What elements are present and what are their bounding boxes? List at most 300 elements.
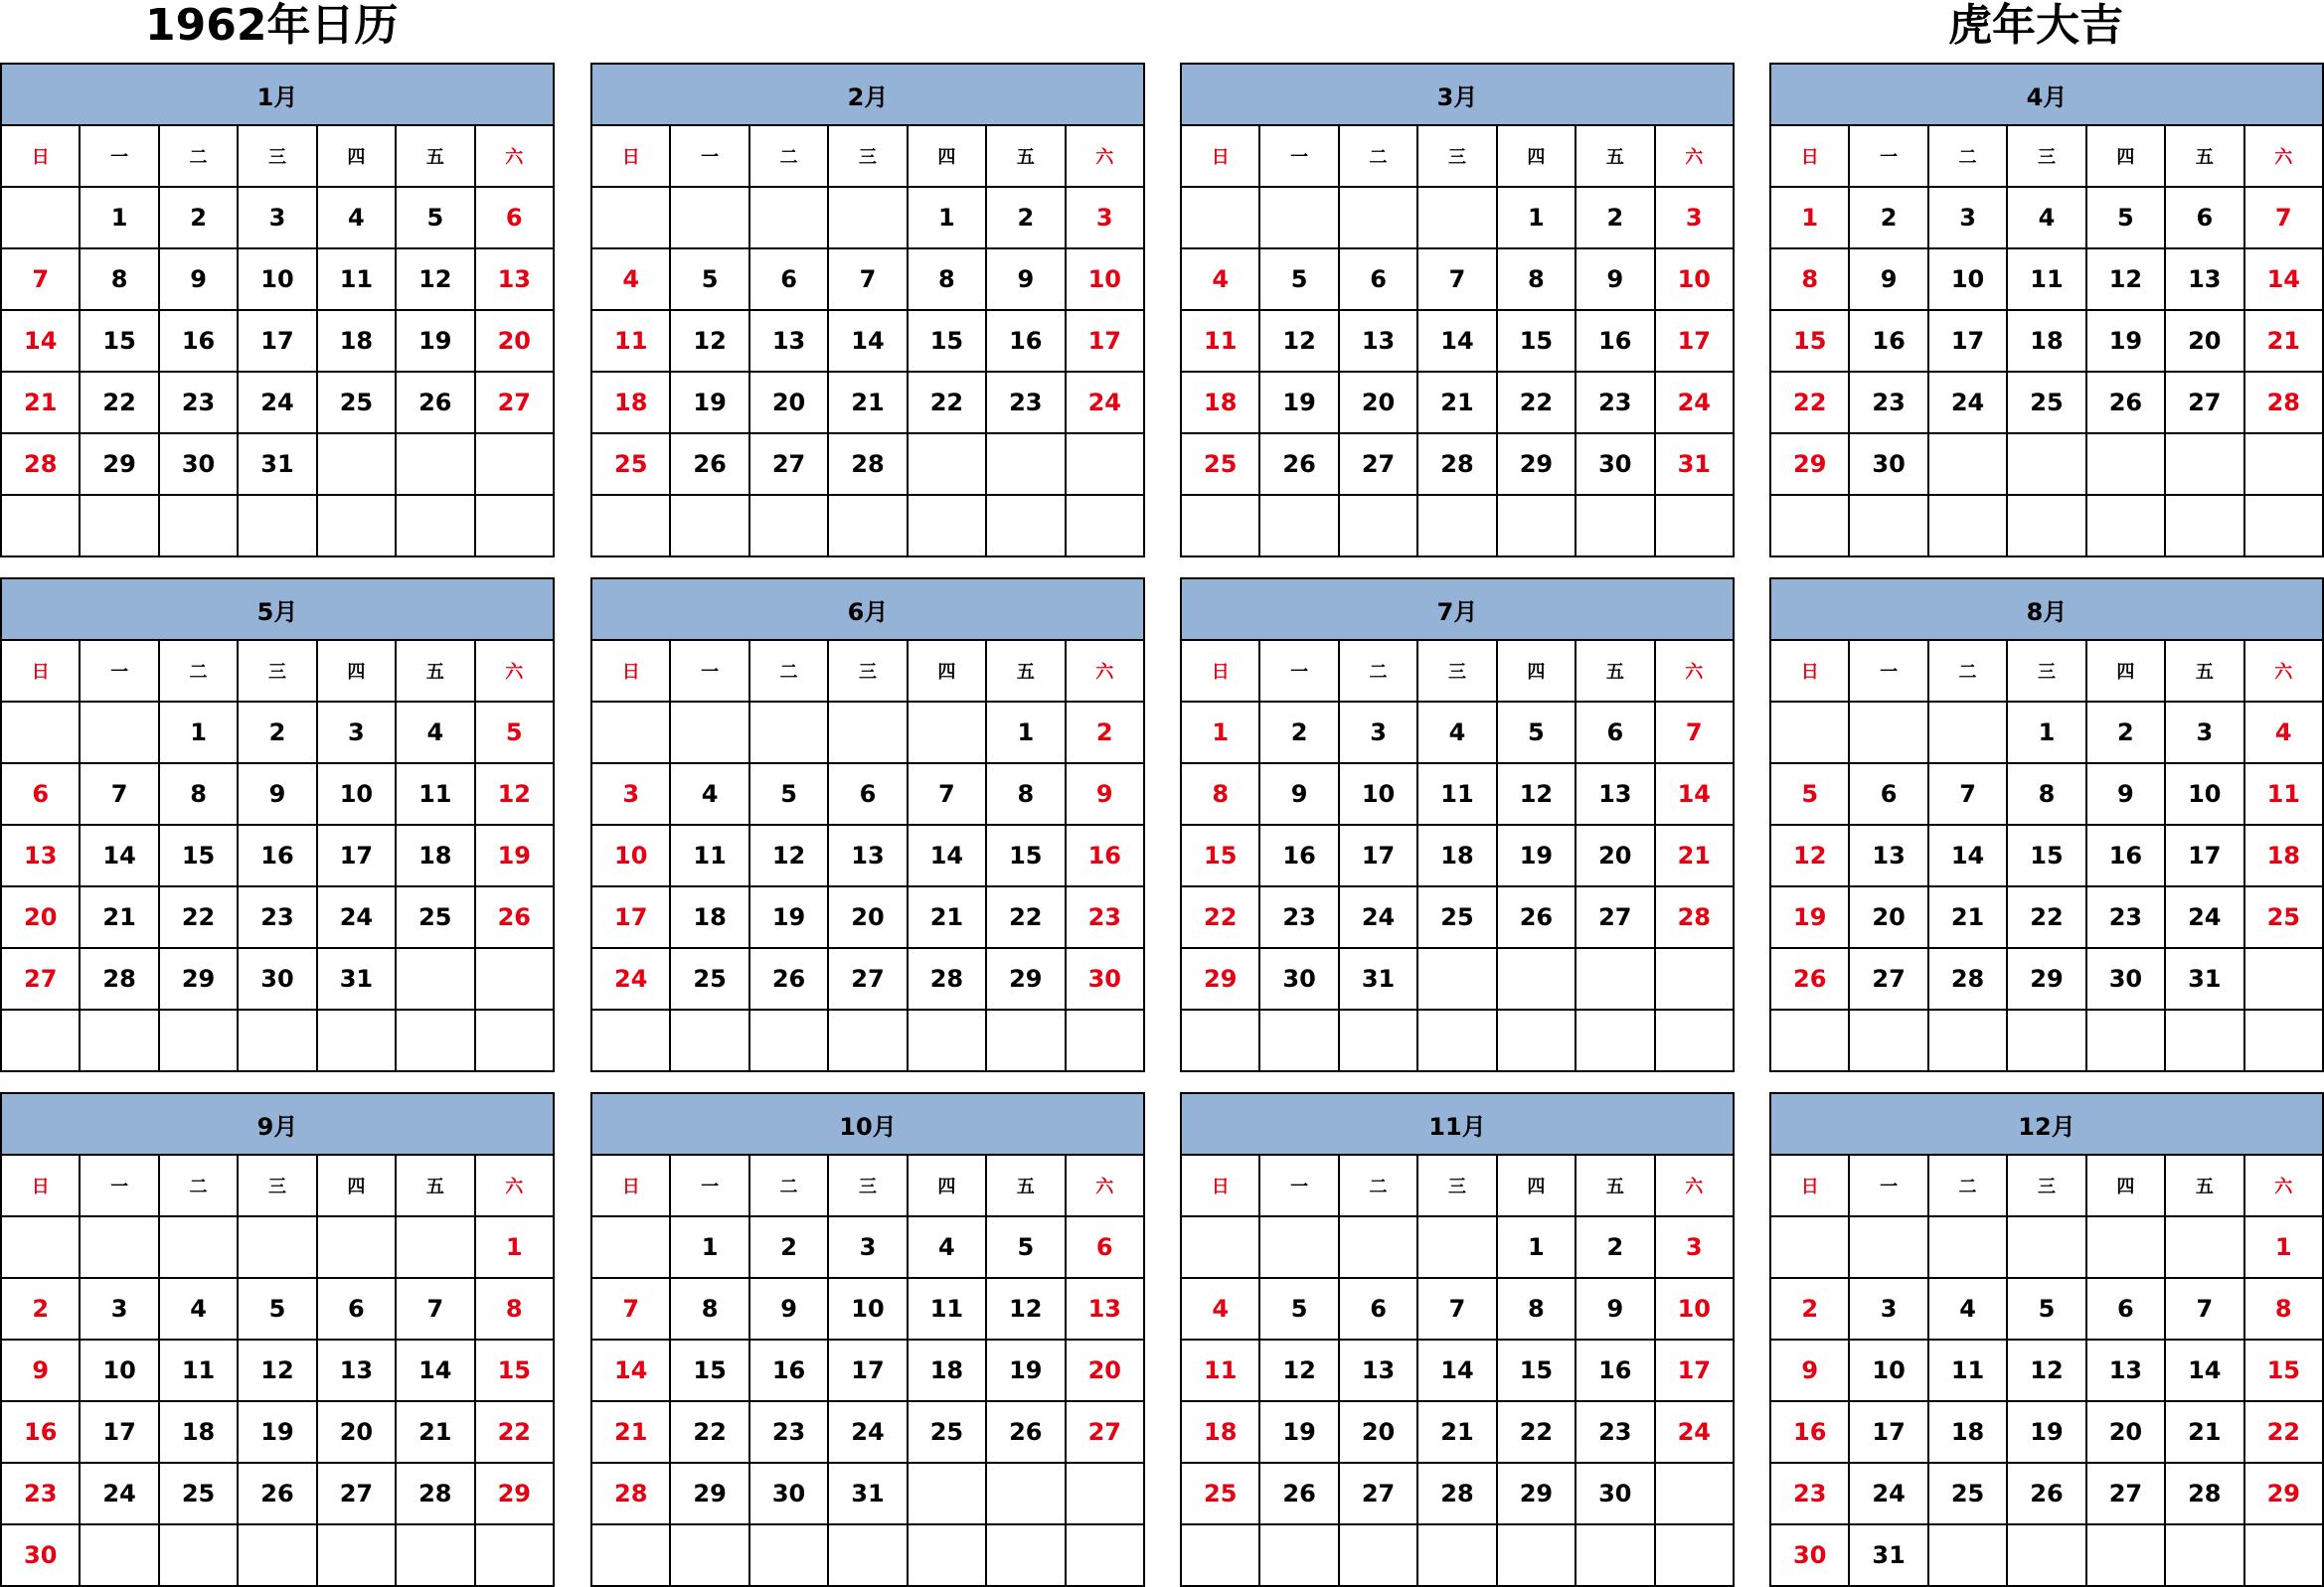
day-cell: 28: [1417, 1463, 1496, 1524]
day-cell: 12: [749, 825, 828, 886]
day-cell: 14: [396, 1340, 474, 1401]
day-cell: 3: [591, 763, 670, 825]
day-cell: 17: [238, 310, 316, 372]
week-row: [1770, 1216, 2323, 1278]
empty-day-cell: [396, 433, 474, 495]
week-row: [1181, 310, 1734, 372]
empty-day-cell: [80, 1524, 158, 1586]
weekday-label: 一: [80, 640, 158, 702]
empty-day-cell: [2007, 1524, 2085, 1586]
empty-day-cell: [1497, 495, 1576, 556]
day-cell: 21: [1, 372, 80, 433]
day-cell: 19: [670, 372, 748, 433]
empty-day-cell: [317, 1010, 396, 1071]
week-row: [1181, 1401, 1734, 1463]
empty-day-cell: [1576, 1010, 1654, 1071]
day-cell: 11: [670, 825, 748, 886]
day-cell: 30: [159, 433, 238, 495]
week-row: [591, 825, 1144, 886]
day-cell: 13: [1339, 310, 1417, 372]
day-cell: 3: [238, 187, 316, 248]
weekday-label: 一: [670, 125, 748, 187]
calendar-slogan: 虎年大吉: [1948, 0, 2123, 51]
day-cell: 9: [1, 1340, 80, 1401]
day-cell: 25: [591, 433, 670, 495]
week-row: [1, 1010, 554, 1071]
day-cell: 31: [1339, 948, 1417, 1010]
day-cell: 19: [396, 310, 474, 372]
day-cell: 2: [1066, 702, 1144, 763]
day-cell: 6: [828, 763, 907, 825]
empty-day-cell: [80, 1010, 158, 1071]
empty-day-cell: [1259, 187, 1338, 248]
day-cell: 18: [2007, 310, 2085, 372]
week-row: [591, 1216, 1144, 1278]
day-cell: 25: [2244, 886, 2323, 948]
day-cell: 2: [1770, 1278, 1849, 1340]
day-cell: 25: [908, 1401, 986, 1463]
empty-day-cell: [1849, 702, 1927, 763]
day-cell: 5: [2007, 1278, 2085, 1340]
empty-day-cell: [317, 1524, 396, 1586]
month-header: 8月: [1770, 578, 2323, 640]
day-cell: 29: [80, 433, 158, 495]
empty-day-cell: [2007, 495, 2085, 556]
day-cell: 13: [1576, 763, 1654, 825]
weekday-label: 五: [2165, 640, 2243, 702]
week-row: [591, 495, 1144, 556]
day-cell: 27: [2165, 372, 2243, 433]
day-cell: 29: [475, 1463, 554, 1524]
weekday-label: 二: [1339, 125, 1417, 187]
week-row: [591, 248, 1144, 310]
weekday-label: 一: [1259, 640, 1338, 702]
week-row: [1, 1340, 554, 1401]
day-cell: 5: [749, 763, 828, 825]
day-cell: 5: [1770, 763, 1849, 825]
day-cell: 16: [1849, 310, 1927, 372]
month-4: [1769, 63, 2324, 546]
empty-day-cell: [591, 495, 670, 556]
week-row: [591, 948, 1144, 1010]
day-cell: 29: [670, 1463, 748, 1524]
weekday-label: 六: [475, 640, 554, 702]
day-cell: 1: [1497, 187, 1576, 248]
empty-day-cell: [1576, 948, 1654, 1010]
day-cell: 18: [1417, 825, 1496, 886]
day-cell: 15: [670, 1340, 748, 1401]
empty-day-cell: [1066, 433, 1144, 495]
day-cell: 14: [591, 1340, 670, 1401]
weekday-label: 三: [238, 1155, 316, 1216]
day-cell: 13: [317, 1340, 396, 1401]
week-row: [1181, 1010, 1734, 1071]
empty-day-cell: [908, 1010, 986, 1071]
day-cell: 22: [986, 886, 1065, 948]
weekday-label: 二: [1928, 640, 2007, 702]
day-cell: 18: [670, 886, 748, 948]
empty-day-cell: [396, 1216, 474, 1278]
week-row: [1, 825, 554, 886]
empty-day-cell: [2165, 433, 2243, 495]
day-cell: 14: [80, 825, 158, 886]
week-row: [1181, 1278, 1734, 1340]
week-row: [1770, 763, 2323, 825]
weekday-label: 四: [1497, 125, 1576, 187]
day-cell: 25: [1181, 1463, 1259, 1524]
day-cell: 9: [1066, 763, 1144, 825]
day-cell: 31: [238, 433, 316, 495]
day-cell: 3: [2165, 702, 2243, 763]
week-row: [1, 248, 554, 310]
day-cell: 4: [1928, 1278, 2007, 1340]
empty-day-cell: [1066, 1010, 1144, 1071]
day-cell: 2: [986, 187, 1065, 248]
week-row: [1, 1463, 554, 1524]
weekday-label: 五: [396, 640, 474, 702]
day-cell: 7: [396, 1278, 474, 1340]
weekday-label: 二: [1928, 125, 2007, 187]
day-cell: 9: [238, 763, 316, 825]
weekday-label: 一: [1259, 1155, 1338, 1216]
day-cell: 10: [1066, 248, 1144, 310]
weekday-label: 六: [1655, 640, 1734, 702]
day-cell: 18: [396, 825, 474, 886]
day-cell: 27: [1339, 1463, 1417, 1524]
day-cell: 16: [238, 825, 316, 886]
day-cell: 26: [1259, 433, 1338, 495]
month-header: 12月: [1770, 1093, 2323, 1155]
week-row: [1, 1216, 554, 1278]
day-cell: 6: [1, 763, 80, 825]
day-cell: 28: [591, 1463, 670, 1524]
day-cell: 27: [1339, 433, 1417, 495]
day-cell: 6: [1339, 248, 1417, 310]
day-cell: 30: [1259, 948, 1338, 1010]
empty-day-cell: [238, 1524, 316, 1586]
empty-day-cell: [908, 1463, 986, 1524]
weekday-label: 二: [749, 640, 828, 702]
weekday-label: 三: [1417, 640, 1496, 702]
day-cell: 23: [1770, 1463, 1849, 1524]
day-cell: 29: [2244, 1463, 2323, 1524]
day-cell: 5: [670, 248, 748, 310]
week-row: [1770, 495, 2323, 556]
day-cell: 30: [1849, 433, 1927, 495]
day-cell: 17: [1928, 310, 2007, 372]
day-cell: 10: [1339, 763, 1417, 825]
day-cell: 9: [1576, 248, 1654, 310]
weekday-label: 五: [396, 1155, 474, 1216]
day-cell: 9: [159, 248, 238, 310]
weekday-label: 五: [2165, 125, 2243, 187]
day-cell: 29: [1497, 1463, 1576, 1524]
empty-day-cell: [2007, 1010, 2085, 1071]
empty-day-cell: [80, 702, 158, 763]
empty-day-cell: [1655, 1463, 1734, 1524]
day-cell: 25: [2007, 372, 2085, 433]
day-cell: 23: [1, 1463, 80, 1524]
day-cell: 17: [1066, 310, 1144, 372]
month-table: [0, 577, 555, 1072]
day-cell: 24: [317, 886, 396, 948]
day-cell: 21: [80, 886, 158, 948]
day-cell: 29: [1497, 433, 1576, 495]
day-cell: 10: [1655, 248, 1734, 310]
week-row: [1181, 702, 1734, 763]
weekday-label: 五: [986, 640, 1065, 702]
weekday-label: 日: [591, 1155, 670, 1216]
day-cell: 25: [317, 372, 396, 433]
day-cell: 8: [80, 248, 158, 310]
day-cell: 28: [1928, 948, 2007, 1010]
day-cell: 11: [2007, 248, 2085, 310]
empty-day-cell: [1, 187, 80, 248]
day-cell: 26: [475, 886, 554, 948]
day-cell: 5: [2086, 187, 2165, 248]
day-cell: 31: [2165, 948, 2243, 1010]
day-cell: 24: [238, 372, 316, 433]
day-cell: 18: [908, 1340, 986, 1401]
empty-day-cell: [1066, 495, 1144, 556]
weekday-label: 四: [2086, 1155, 2165, 1216]
empty-day-cell: [1181, 1216, 1259, 1278]
weekday-label: 六: [2244, 640, 2323, 702]
day-cell: 10: [238, 248, 316, 310]
weekday-label: 四: [2086, 125, 2165, 187]
weekday-label: 六: [475, 1155, 554, 1216]
day-cell: 11: [1181, 310, 1259, 372]
day-cell: 11: [908, 1278, 986, 1340]
weekday-label: 三: [1417, 1155, 1496, 1216]
day-cell: 3: [1849, 1278, 1927, 1340]
day-cell: 6: [317, 1278, 396, 1340]
month-11: [1180, 1092, 1735, 1575]
day-cell: 31: [1849, 1524, 1927, 1586]
empty-day-cell: [1497, 1524, 1576, 1586]
day-cell: 17: [1655, 310, 1734, 372]
week-row: [1770, 1401, 2323, 1463]
day-cell: 21: [828, 372, 907, 433]
weekday-label: 四: [1497, 1155, 1576, 1216]
day-cell: 8: [986, 763, 1065, 825]
day-cell: 19: [1259, 1401, 1338, 1463]
day-cell: 10: [2165, 763, 2243, 825]
day-cell: 17: [828, 1340, 907, 1401]
weekday-label: 三: [828, 1155, 907, 1216]
day-cell: 18: [1181, 372, 1259, 433]
day-cell: 27: [317, 1463, 396, 1524]
empty-day-cell: [1, 495, 80, 556]
day-cell: 13: [1, 825, 80, 886]
empty-day-cell: [2165, 1216, 2243, 1278]
day-cell: 4: [2244, 702, 2323, 763]
empty-day-cell: [1066, 1463, 1144, 1524]
day-cell: 19: [2086, 310, 2165, 372]
week-row: [591, 1401, 1144, 1463]
day-cell: 16: [1259, 825, 1338, 886]
empty-day-cell: [1339, 1524, 1417, 1586]
day-cell: 2: [1576, 1216, 1654, 1278]
empty-day-cell: [591, 1524, 670, 1586]
day-cell: 15: [159, 825, 238, 886]
day-cell: 27: [1576, 886, 1654, 948]
day-cell: 6: [475, 187, 554, 248]
day-cell: 18: [1181, 1401, 1259, 1463]
weekday-label: 二: [749, 125, 828, 187]
weekday-label: 三: [238, 125, 316, 187]
day-cell: 31: [828, 1463, 907, 1524]
day-cell: 13: [1339, 1340, 1417, 1401]
week-row: [1, 310, 554, 372]
day-cell: 28: [1417, 433, 1496, 495]
empty-day-cell: [1770, 702, 1849, 763]
week-row: [1, 187, 554, 248]
day-cell: 1: [908, 187, 986, 248]
week-row: [591, 1340, 1144, 1401]
day-cell: 1: [2244, 1216, 2323, 1278]
day-cell: 30: [1066, 948, 1144, 1010]
week-row: [591, 1010, 1144, 1071]
day-cell: 28: [2165, 1463, 2243, 1524]
empty-day-cell: [670, 1010, 748, 1071]
empty-day-cell: [749, 187, 828, 248]
week-row: [591, 433, 1144, 495]
month-2: [590, 63, 1145, 546]
day-cell: 14: [1, 310, 80, 372]
empty-day-cell: [1259, 1216, 1338, 1278]
day-cell: 11: [317, 248, 396, 310]
day-cell: 24: [591, 948, 670, 1010]
weekday-label: 三: [2007, 1155, 2085, 1216]
day-cell: 20: [749, 372, 828, 433]
day-cell: 23: [1259, 886, 1338, 948]
month-table: [590, 1092, 1145, 1587]
day-cell: 21: [1417, 372, 1496, 433]
weekday-label: 日: [1, 640, 80, 702]
day-cell: 2: [2086, 702, 2165, 763]
empty-day-cell: [1417, 1524, 1496, 1586]
day-cell: 1: [1181, 702, 1259, 763]
empty-day-cell: [80, 1216, 158, 1278]
empty-day-cell: [2165, 1010, 2243, 1071]
day-cell: 22: [908, 372, 986, 433]
empty-day-cell: [1655, 948, 1734, 1010]
day-cell: 17: [1655, 1340, 1734, 1401]
empty-day-cell: [1928, 1010, 2007, 1071]
month-header: 10月: [591, 1093, 1144, 1155]
empty-day-cell: [1928, 702, 2007, 763]
day-cell: 30: [1576, 1463, 1654, 1524]
empty-day-cell: [1417, 1010, 1496, 1071]
empty-day-cell: [670, 187, 748, 248]
day-cell: 12: [1259, 1340, 1338, 1401]
empty-day-cell: [396, 495, 474, 556]
day-cell: 15: [1181, 825, 1259, 886]
day-cell: 8: [2007, 763, 2085, 825]
week-row: [1770, 433, 2323, 495]
day-cell: 23: [986, 372, 1065, 433]
empty-day-cell: [1849, 1010, 1927, 1071]
day-cell: 25: [670, 948, 748, 1010]
week-row: [1181, 1216, 1734, 1278]
weekday-label: 一: [670, 640, 748, 702]
day-cell: 9: [2086, 763, 2165, 825]
empty-day-cell: [396, 1010, 474, 1071]
week-row: [1770, 702, 2323, 763]
empty-day-cell: [238, 1216, 316, 1278]
empty-day-cell: [986, 433, 1065, 495]
week-row: [1, 433, 554, 495]
month-header: 5月: [1, 578, 554, 640]
empty-day-cell: [1928, 1524, 2007, 1586]
day-cell: 12: [2007, 1340, 2085, 1401]
day-cell: 7: [1, 248, 80, 310]
week-row: [1181, 187, 1734, 248]
day-cell: 23: [238, 886, 316, 948]
month-12: [1769, 1092, 2324, 1575]
week-row: [1770, 372, 2323, 433]
day-cell: 28: [1655, 886, 1734, 948]
day-cell: 24: [2165, 886, 2243, 948]
day-cell: 4: [396, 702, 474, 763]
weekday-label: 五: [986, 125, 1065, 187]
week-row: [591, 1278, 1144, 1340]
empty-day-cell: [1928, 433, 2007, 495]
day-cell: 1: [986, 702, 1065, 763]
empty-day-cell: [2244, 1010, 2323, 1071]
month-header: 2月: [591, 64, 1144, 125]
day-cell: 13: [749, 310, 828, 372]
day-cell: 15: [986, 825, 1065, 886]
empty-day-cell: [908, 1524, 986, 1586]
week-row: [1770, 1278, 2323, 1340]
empty-day-cell: [828, 1524, 907, 1586]
day-cell: 3: [1928, 187, 2007, 248]
day-cell: 19: [238, 1401, 316, 1463]
week-row: [1770, 948, 2323, 1010]
weekday-label: 五: [1576, 640, 1654, 702]
empty-day-cell: [396, 1524, 474, 1586]
day-cell: 20: [317, 1401, 396, 1463]
day-cell: 30: [749, 1463, 828, 1524]
day-cell: 7: [1655, 702, 1734, 763]
day-cell: 14: [2165, 1340, 2243, 1401]
week-row: [1, 763, 554, 825]
week-row: [1181, 886, 1734, 948]
weekday-label: 一: [670, 1155, 748, 1216]
day-cell: 19: [749, 886, 828, 948]
week-row: [1181, 1463, 1734, 1524]
week-row: [1181, 1524, 1734, 1586]
day-cell: 7: [2165, 1278, 2243, 1340]
week-row: [591, 1524, 1144, 1586]
weekday-label: 二: [1339, 640, 1417, 702]
day-cell: 26: [2007, 1463, 2085, 1524]
empty-day-cell: [749, 702, 828, 763]
day-cell: 10: [828, 1278, 907, 1340]
day-cell: 6: [749, 248, 828, 310]
empty-day-cell: [2086, 1010, 2165, 1071]
day-cell: 23: [1849, 372, 1927, 433]
empty-day-cell: [317, 495, 396, 556]
week-row: [1770, 886, 2323, 948]
day-cell: 30: [1770, 1524, 1849, 1586]
month-10: [590, 1092, 1145, 1575]
empty-day-cell: [908, 433, 986, 495]
empty-day-cell: [1770, 1216, 1849, 1278]
empty-day-cell: [828, 1010, 907, 1071]
